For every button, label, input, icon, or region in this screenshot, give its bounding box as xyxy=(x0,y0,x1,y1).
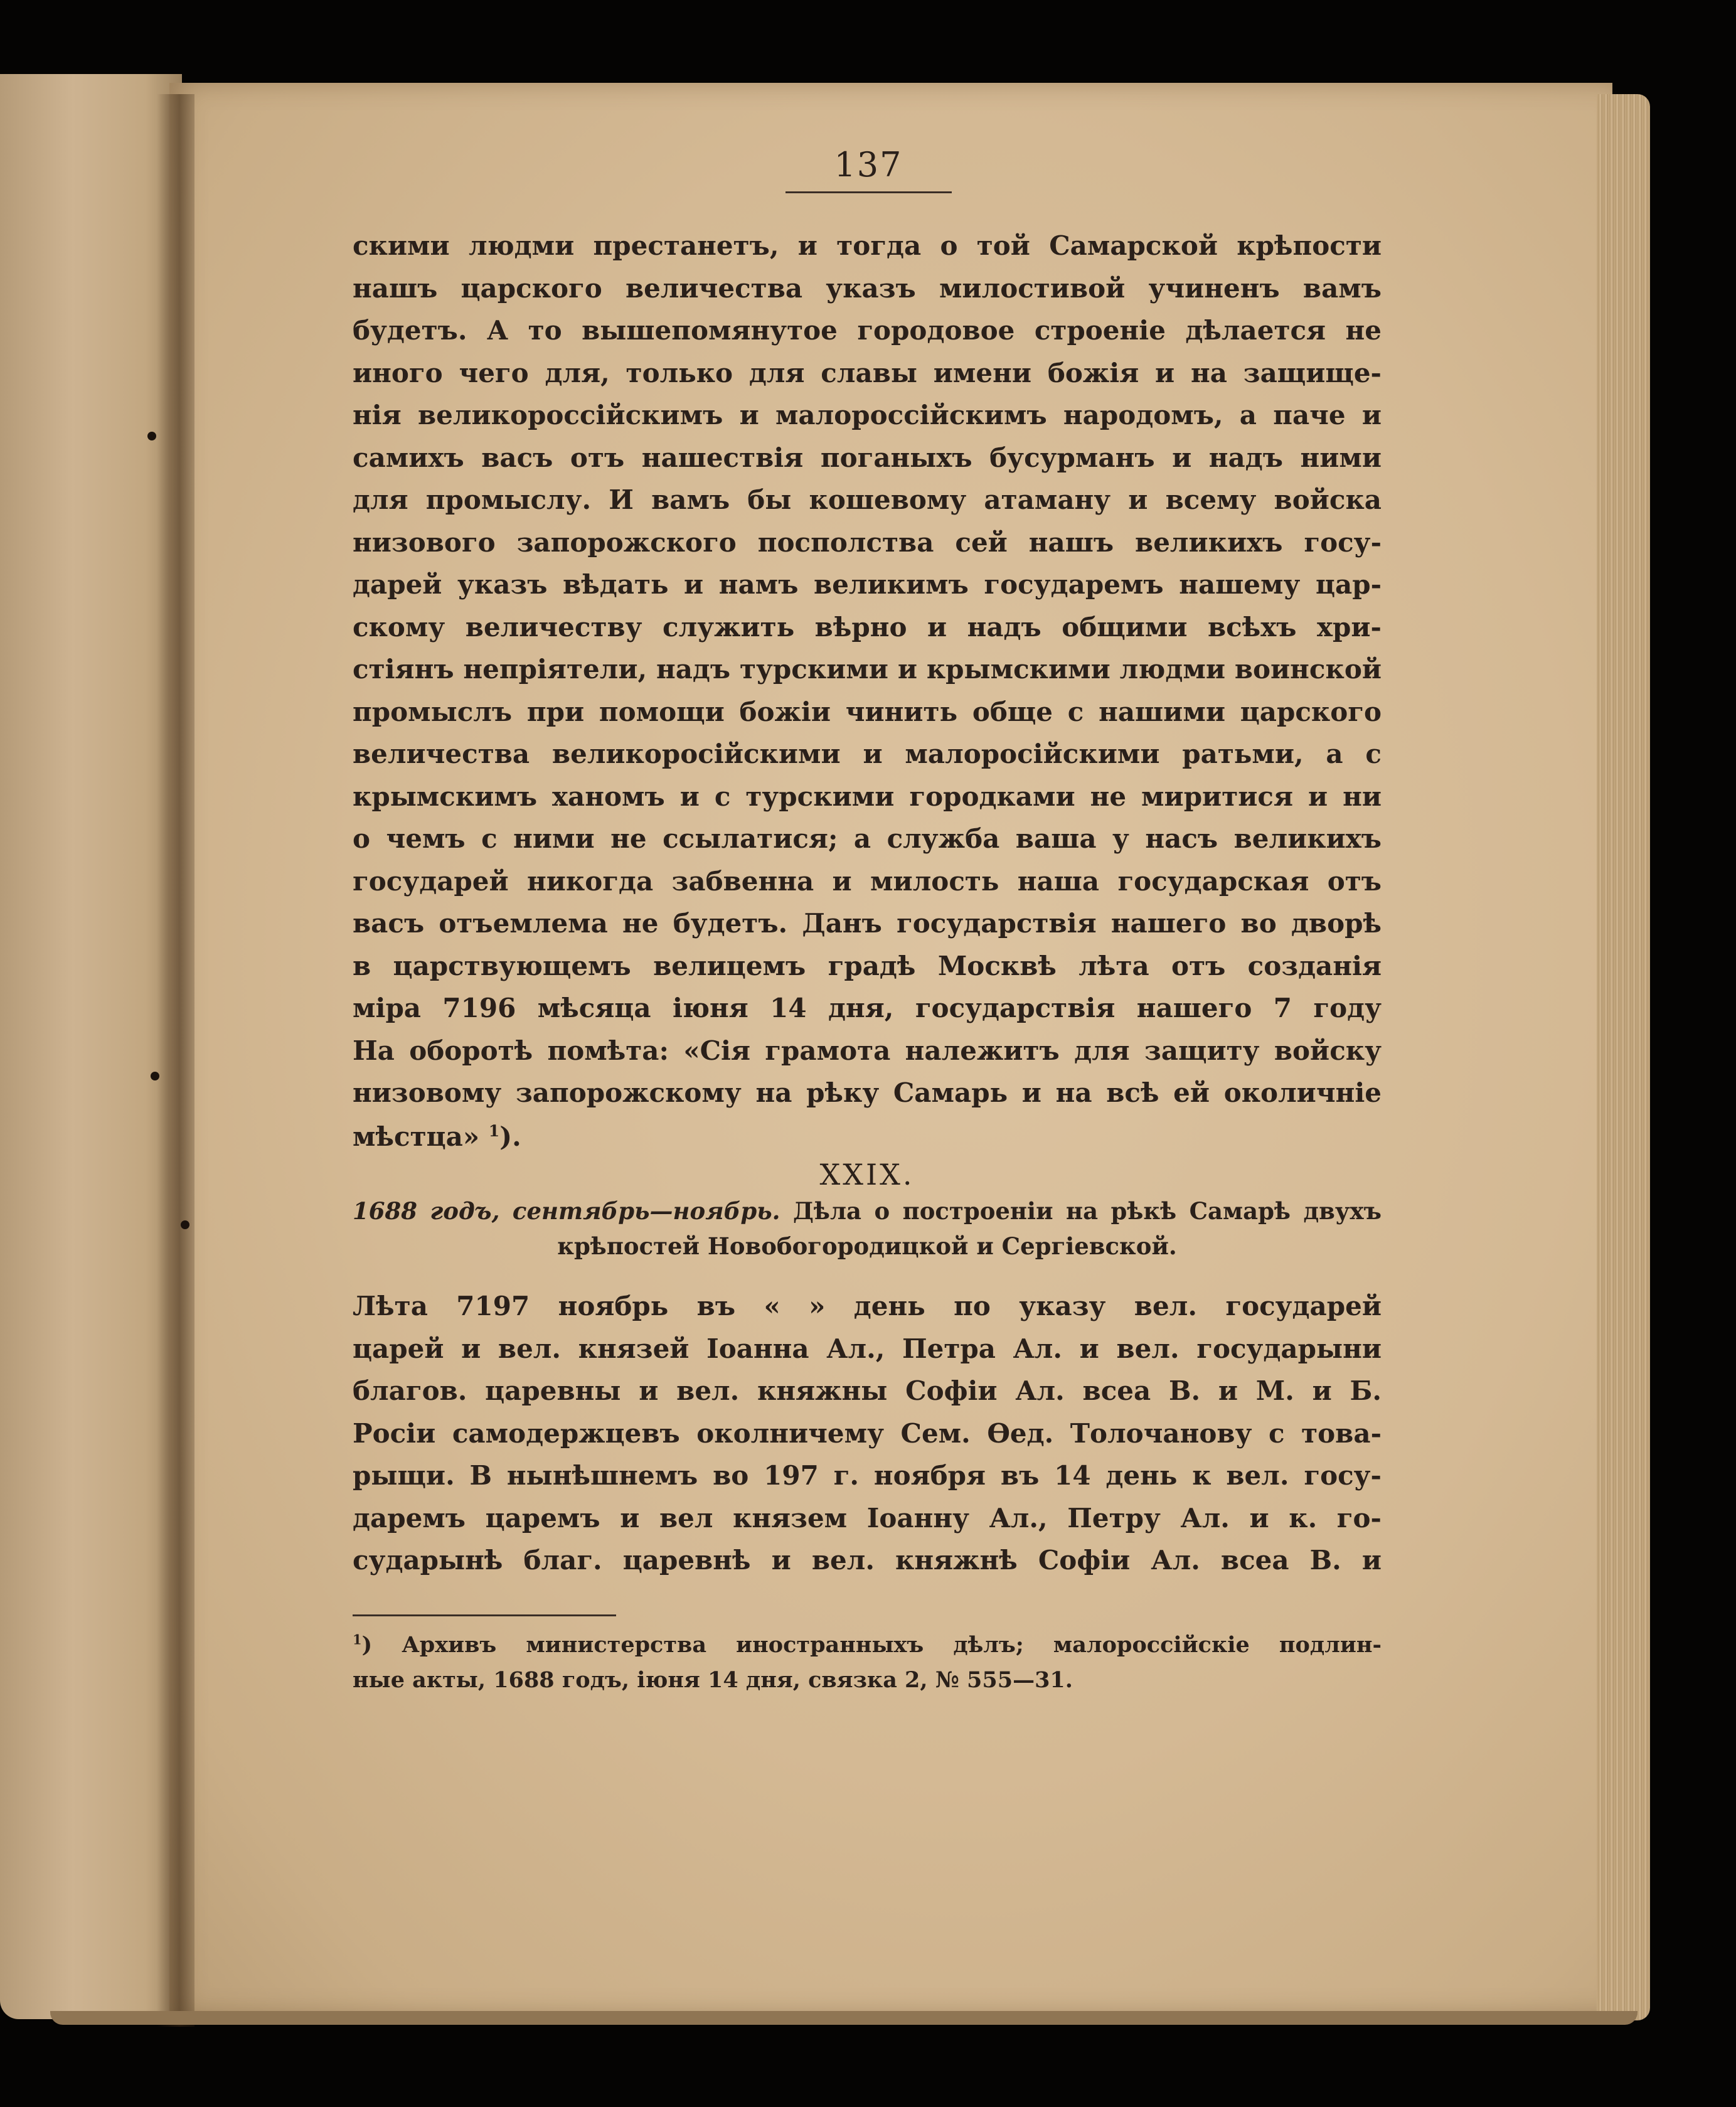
body-line: величества великоросійскими и малоросійскими ратьми, а с xyxy=(353,739,1382,769)
page-stack-edge xyxy=(1597,94,1650,2020)
closing-text: мѣстца» xyxy=(353,1121,480,1152)
body-line: иного чего для, только для славы имени божія и на защище- xyxy=(353,357,1382,388)
body-line: міра 7196 мѣсяца іюня 14 дня, государствія нашего 7 году xyxy=(353,993,1382,1023)
book-gutter xyxy=(157,94,194,2027)
body-line: самихъ васъ отъ нашествія поганыхъ бусурманъ и надъ ними xyxy=(353,442,1382,473)
section-numeral: XXIX. xyxy=(819,1158,915,1192)
section-line: Росіи самодержцевъ околничему Сем. Ѳед. Толочанову с това- xyxy=(353,1417,1382,1449)
body-line: промыслъ при помощи божіи чинить обще с нашими царского xyxy=(353,696,1382,727)
body-line: в царствующемъ велицемъ градѣ Москвѣ лѣта отъ созданія xyxy=(353,950,1382,981)
binding-mark xyxy=(181,1220,189,1229)
body-line: дарей указъ вѣдать и намъ великимъ государемъ нашему цар- xyxy=(353,569,1382,600)
footnote-rule xyxy=(353,1614,616,1616)
footnote-text-1: ) Архивъ министерства иностранныхъ дѣлъ; малороссійскіе подлин- xyxy=(361,1632,1382,1658)
footnote-reference: 1 xyxy=(488,1121,500,1140)
body-line: крымскимъ ханомъ и с турскими городками не миритися и ни xyxy=(353,781,1382,812)
body-line: васъ отъемлема не будетъ. Данъ государствія нашего во дворѣ xyxy=(353,908,1382,939)
page-number: 137 xyxy=(834,145,903,184)
section-line: рыщи. В нынѣшнемъ во 197 г. ноября въ 14 день к вел. госу- xyxy=(353,1460,1382,1491)
closing-line xyxy=(353,1118,1382,1156)
body-line: На оборотѣ помѣта: «Сія грамота належитъ для защиту войску xyxy=(353,1035,1382,1066)
section-line: царей и вел. князей Іоанна Ал., Петра Ал. и вел. государыни xyxy=(353,1333,1382,1364)
section-caption-line-1 xyxy=(353,1193,1382,1229)
section-caption-text: Дѣла о построеніи на рѣкѣ Самарѣ двухъ xyxy=(793,1197,1382,1225)
footnote-marker: 1 xyxy=(353,1631,362,1648)
body-line: будетъ. А то вышепомянутое городовое строеніе дѣлается не xyxy=(353,315,1382,346)
body-line: скими людми престанетъ, и тогда о той Самарской крѣпости xyxy=(353,230,1382,261)
book-bottom-edge xyxy=(50,2011,1637,2025)
body-line: низовому запорожскому на рѣку Самарь и на всѣ ей околичніе xyxy=(353,1077,1382,1108)
footnote-line-1 xyxy=(353,1629,1382,1662)
previous-page-edge xyxy=(0,74,182,2019)
section-caption-date: 1688 годъ, сентябрь—ноябрь. xyxy=(353,1197,780,1225)
body-line: нія великороссійскимъ и малороссійскимъ народомъ, а паче и xyxy=(353,400,1382,430)
closing-tail: ). xyxy=(499,1121,521,1152)
section-caption-line-2: крѣпостей Новобогородицкой и Сергіевской. xyxy=(557,1232,1177,1260)
body-line: государей никогда забвенна и милость наша государская отъ xyxy=(353,865,1382,897)
body-line: нашъ царского величества указъ милостивой учиненъ вамъ xyxy=(353,272,1382,304)
body-line: стіянъ непріятели, надъ турскими и крымскими людми воинской xyxy=(353,654,1382,685)
section-line: Лѣта 7197 ноябрь въ « » день по указу вел. государей xyxy=(353,1291,1382,1321)
body-line: низового запорожского посполства сей нашъ великихъ госу- xyxy=(353,526,1382,558)
page-number-rule xyxy=(785,191,952,193)
binding-mark xyxy=(151,1072,159,1080)
binding-mark xyxy=(147,432,156,440)
body-line: скому величеству служить вѣрно и надъ общими всѣхъ хри- xyxy=(353,611,1382,643)
section-line: сударынѣ благ. царевнѣ и вел. княжнѣ Софіи Ал. всеа В. и xyxy=(353,1545,1382,1576)
body-line: для промыслу. И вамъ бы кошевому атаману и всему войска xyxy=(353,484,1382,515)
section-line: даремъ царемъ и вел князем Іоанну Ал., Петру Ал. и к. го- xyxy=(353,1502,1382,1534)
body-line: о чемъ с ними не ссылатися; а служба ваша у насъ великихъ xyxy=(353,823,1382,854)
footnote-line-2: ные акты, 1688 годъ, іюня 14 дня, связка 2, № 555—31. xyxy=(353,1667,1073,1693)
section-line: благов. царевны и вел. княжны Софіи Ал. всеа В. и М. и Б. xyxy=(353,1375,1382,1406)
